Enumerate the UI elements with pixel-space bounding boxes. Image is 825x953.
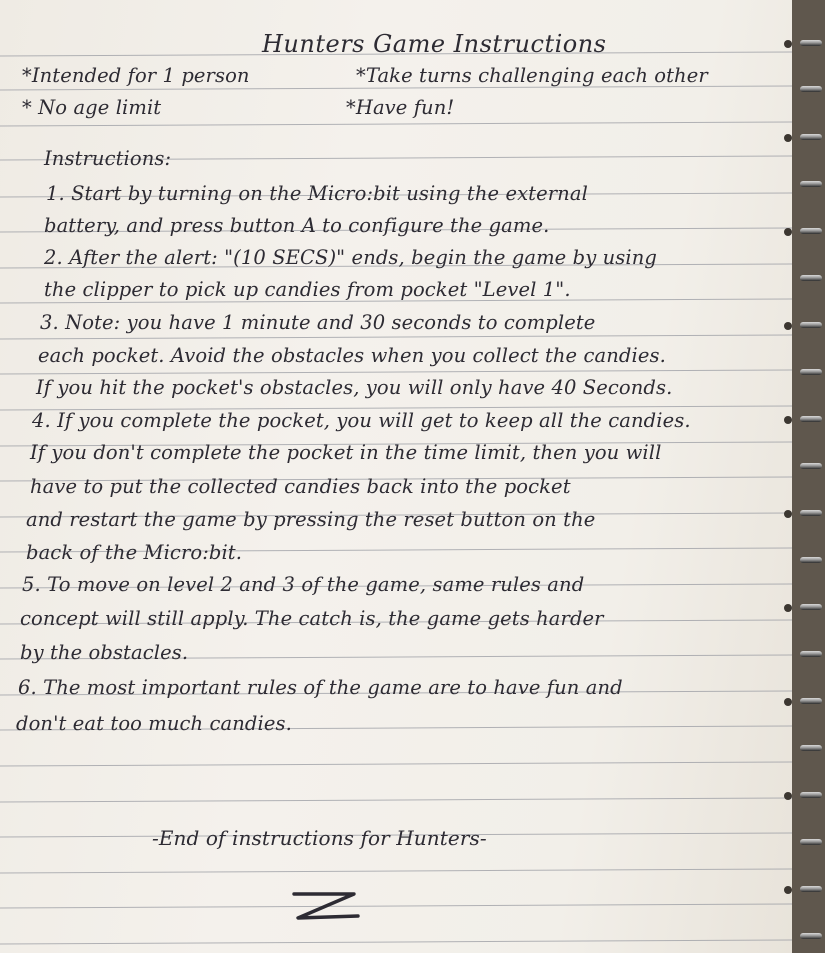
instruction-line: If you hit the pocket's obstacles, you will only have 40 Seconds.	[36, 376, 673, 399]
spiral-binding-icon	[792, 0, 825, 953]
instruction-line: concept will still apply. The catch is, the game gets harder	[20, 607, 604, 630]
bullet-take-turns: *Take turns challenging each other	[356, 64, 708, 87]
spiral-coil	[800, 181, 822, 187]
instruction-line: 6. The most important rules of the game are to have fun and	[18, 676, 623, 699]
document-title: Hunters Game Instructions	[262, 30, 607, 58]
bullet-have-fun: *Have fun!	[346, 96, 455, 119]
page-hole	[784, 40, 792, 48]
spiral-coil	[800, 86, 822, 92]
instruction-line: each pocket. Avoid the obstacles when you collect the candies.	[38, 344, 666, 367]
spiral-coil	[800, 322, 822, 328]
end-of-instructions: -End of instructions for Hunters-	[152, 826, 487, 850]
page-hole	[784, 510, 792, 518]
page-hole	[784, 134, 792, 142]
spiral-coil	[800, 698, 822, 704]
instruction-line: 3. Note: you have 1 minute and 30 seconds to complete	[40, 311, 596, 334]
instruction-line: don't eat too much candies.	[16, 712, 292, 735]
instruction-line: by the obstacles.	[20, 641, 189, 664]
spiral-coil	[800, 839, 822, 845]
bullet-age-limit: * No age limit	[22, 96, 162, 119]
page-hole	[784, 792, 792, 800]
spiral-coil	[800, 933, 822, 939]
spiral-coil	[800, 604, 822, 610]
spiral-coil	[800, 651, 822, 657]
instructions-heading: Instructions:	[44, 147, 172, 170]
instruction-line: have to put the collected candies back into the pocket	[30, 475, 571, 498]
page-hole	[784, 416, 792, 424]
instruction-line: back of the Micro:bit.	[26, 541, 243, 564]
instruction-line: 5. To move on level 2 and 3 of the game, same rules and	[22, 573, 585, 596]
instruction-line: and restart the game by pressing the reset button on the	[26, 508, 596, 531]
spiral-coil	[800, 134, 822, 140]
spiral-coil	[800, 40, 822, 46]
instruction-line: battery, and press button A to configure the game.	[44, 214, 550, 237]
instruction-line: 4. If you complete the pocket, you will get to keep all the candies.	[32, 409, 691, 432]
signature-z-mark	[290, 888, 362, 924]
bullet-intended: *Intended for 1 person	[22, 64, 250, 87]
instruction-line: If you don't complete the pocket in the time limit, then you will	[30, 441, 662, 464]
spiral-coil	[800, 886, 822, 892]
spiral-coil	[800, 463, 822, 469]
spiral-coil	[800, 510, 822, 516]
spiral-coil	[800, 275, 822, 281]
page-hole	[784, 322, 792, 330]
instruction-line: 2. After the alert: "(10 SECS)" ends, begin the game by using	[44, 246, 657, 269]
spiral-coil	[800, 792, 822, 798]
page-hole	[784, 886, 792, 894]
spiral-coil	[800, 745, 822, 751]
spiral-coil	[800, 416, 822, 422]
page-hole	[784, 228, 792, 236]
spiral-coil	[800, 369, 822, 375]
instruction-line: the clipper to pick up candies from pocket "Level 1".	[44, 278, 571, 301]
instruction-line: 1. Start by turning on the Micro:bit using the external	[46, 182, 588, 205]
spiral-coil	[800, 228, 822, 234]
spiral-coil	[800, 557, 822, 563]
page-hole	[784, 698, 792, 706]
page-hole	[784, 604, 792, 612]
